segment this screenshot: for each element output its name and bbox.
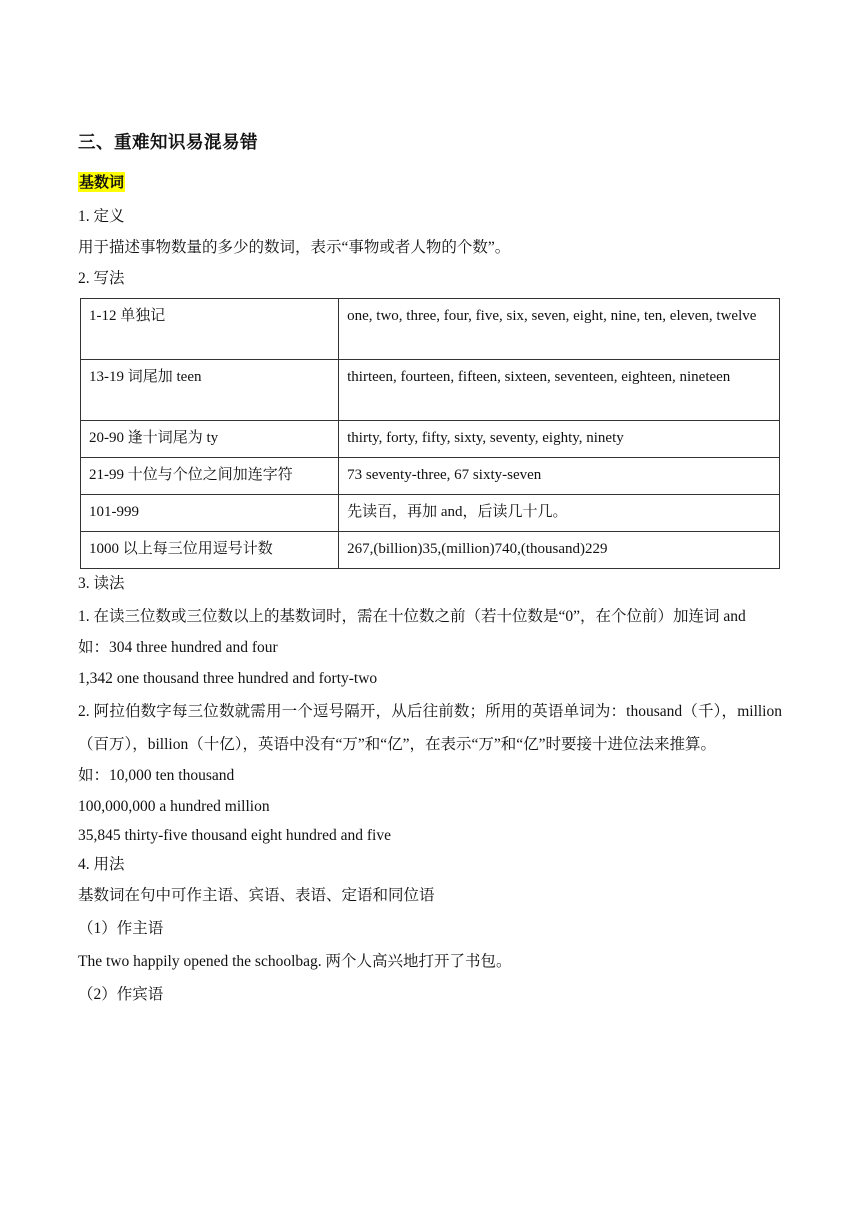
highlight-title: 基数词 xyxy=(79,172,125,191)
table-row xyxy=(81,359,780,420)
table-row xyxy=(81,531,780,568)
usage-text: 基数词在句中可作主语、宾语、表语、定语和同位语 xyxy=(78,886,435,904)
usage-sub-1-example: The two happily opened the schoolbag. 两个人高兴地打开了书包。 xyxy=(78,952,512,970)
reading-point-2: 2. 阿拉伯数字每三位数就需用一个逗号隔开，从后往前数；所用的英语单词为：thousand（千），million（百万），billion（十亿），英语中没有“万”和“亿”，在表示“万”和“亿”时要接十进位法来推算。 xyxy=(78,702,782,753)
table-cell-rule: 101-999 xyxy=(81,494,339,531)
document-page xyxy=(78,132,782,1013)
reading-point-1: 1. 在读三位数或三位数以上的基数词时，需在十位数之前（若十位数是“0”，在个位前）加连词 and xyxy=(78,607,746,625)
table-cell-example: thirteen, fourteen, fifteen, sixteen, seventeen, eighteen, nineteen xyxy=(339,359,780,420)
table-row xyxy=(81,494,780,531)
usage-label: 4. 用法 xyxy=(78,855,125,873)
writing-label: 2. 写法 xyxy=(78,269,125,287)
usage-sub-1: （1）作主语 xyxy=(78,919,164,937)
table-row xyxy=(81,420,780,457)
highlight-title-wrap xyxy=(78,172,782,194)
table-cell-example: 267,(billion)35,(million)740,(thousand)229 xyxy=(339,531,780,568)
usage-sub-2: （2）作宾语 xyxy=(78,985,164,1003)
table-cell-rule: 1000 以上每三位用逗号计数 xyxy=(81,531,339,568)
reading-label: 3. 读法 xyxy=(78,574,125,592)
table-cell-example: 先读百，再加 and，后读几十几。 xyxy=(339,494,780,531)
definition-text: 用于描述事物数量的多少的数词，表示“事物或者人物的个数”。 xyxy=(78,238,511,256)
reading-example-2c: 35,845 thirty-five thousand eight hundred and five xyxy=(78,826,391,844)
table-cell-example: 73 seventy-three, 67 sixty-seven xyxy=(339,457,780,494)
reading-example-1a: 如：304 three hundred and four xyxy=(78,638,278,656)
writing-table xyxy=(80,298,780,569)
table-cell-rule: 20-90 逢十词尾为 ty xyxy=(81,420,339,457)
reading-example-1b: 1,342 one thousand three hundred and forty-two xyxy=(78,669,378,687)
table-cell-rule: 13-19 词尾加 teen xyxy=(81,359,339,420)
section-heading: 三、重难知识易混易错 xyxy=(78,133,258,153)
table-cell-example: thirty, forty, fifty, sixty, seventy, eighty, ninety xyxy=(339,420,780,457)
table-cell-example: one, two, three, four, five, six, seven, eight, nine, ten, eleven, twelve xyxy=(339,298,780,359)
table-cell-rule: 21-99 十位与个位之间加连字符 xyxy=(81,457,339,494)
reading-example-2b: 100,000,000 a hundred million xyxy=(78,797,270,815)
table-row xyxy=(81,298,780,359)
table-row xyxy=(81,457,780,494)
reading-example-2a: 如：10,000 ten thousand xyxy=(78,766,235,784)
table-cell-rule: 1-12 单独记 xyxy=(81,298,339,359)
definition-label: 1. 定义 xyxy=(78,207,125,225)
